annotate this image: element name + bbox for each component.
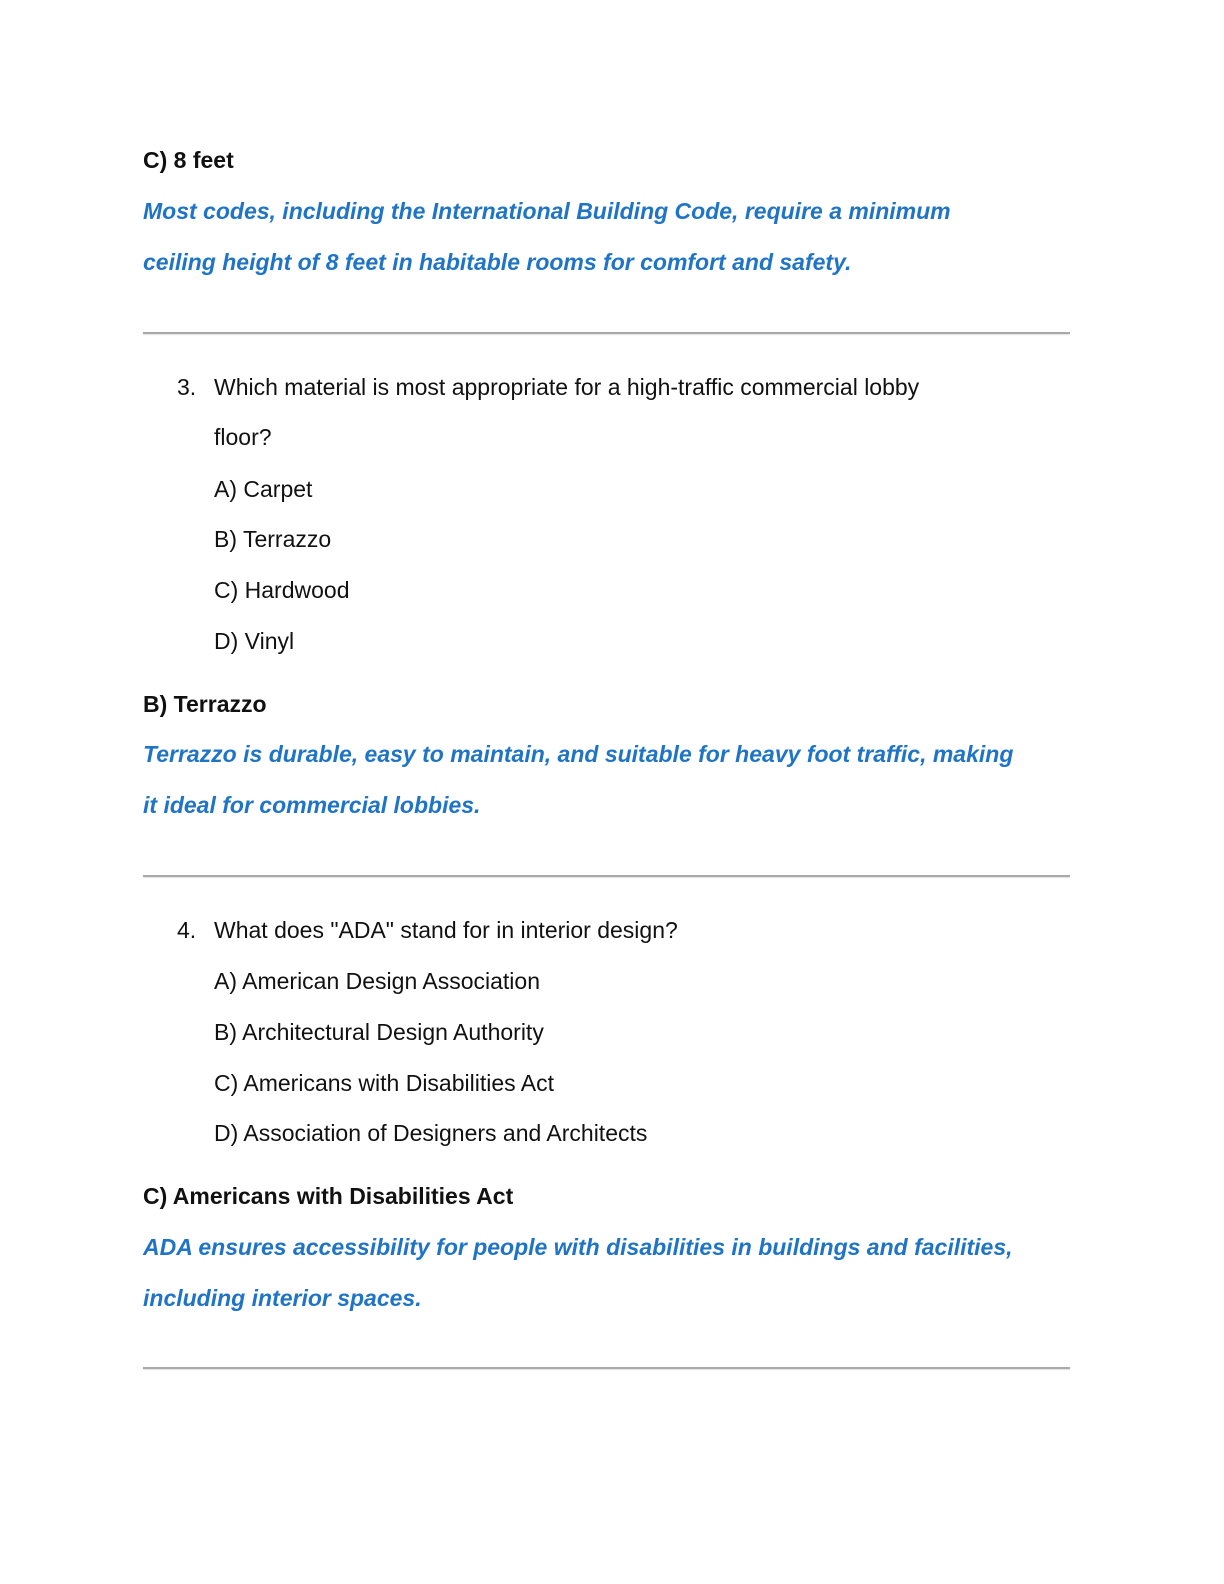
section-divider	[143, 1367, 1070, 1369]
section-divider	[143, 875, 1070, 877]
q3-question-line-2: floor?	[214, 424, 272, 450]
q2-answer: C) 8 feet	[143, 147, 234, 173]
q4-option-c: C) Americans with Disabilities Act	[214, 1070, 554, 1096]
q4-question-line-1: What does "ADA" stand for in interior design?	[214, 917, 678, 943]
q4-option-b: B) Architectural Design Authority	[214, 1019, 544, 1045]
q4-option-a: A) American Design Association	[214, 968, 540, 994]
q3-answer: B) Terrazzo	[143, 691, 267, 717]
q4-number: 4.	[177, 917, 197, 943]
q4-option-d: D) Association of Designers and Architects	[214, 1120, 648, 1146]
q3-number: 3.	[177, 374, 197, 400]
q2-explanation-line-1: Most codes, including the International Building Code, require a minimum	[143, 198, 951, 224]
q4-answer: C) Americans with Disabilities Act	[143, 1183, 514, 1209]
q3-explanation-line-1: Terrazzo is durable, easy to maintain, and suitable for heavy foot traffic, making	[143, 741, 1014, 767]
q2-explanation-line-2: ceiling height of 8 feet in habitable rooms for comfort and safety.	[143, 249, 852, 275]
q3-question-line-1: Which material is most appropriate for a high-traffic commercial lobby	[214, 374, 920, 400]
section-divider	[143, 332, 1070, 334]
q4-explanation-line-1: ADA ensures accessibility for people with disabilities in buildings and facilities,	[143, 1234, 1013, 1260]
q3-explanation-line-2: it ideal for commercial lobbies.	[143, 792, 481, 818]
q3-option-c: C) Hardwood	[214, 577, 350, 603]
q4-explanation-line-2: including interior spaces.	[143, 1285, 422, 1311]
q3-option-d: D) Vinyl	[214, 628, 295, 654]
q3-option-b: B) Terrazzo	[214, 526, 332, 552]
q3-option-a: A) Carpet	[214, 476, 313, 502]
